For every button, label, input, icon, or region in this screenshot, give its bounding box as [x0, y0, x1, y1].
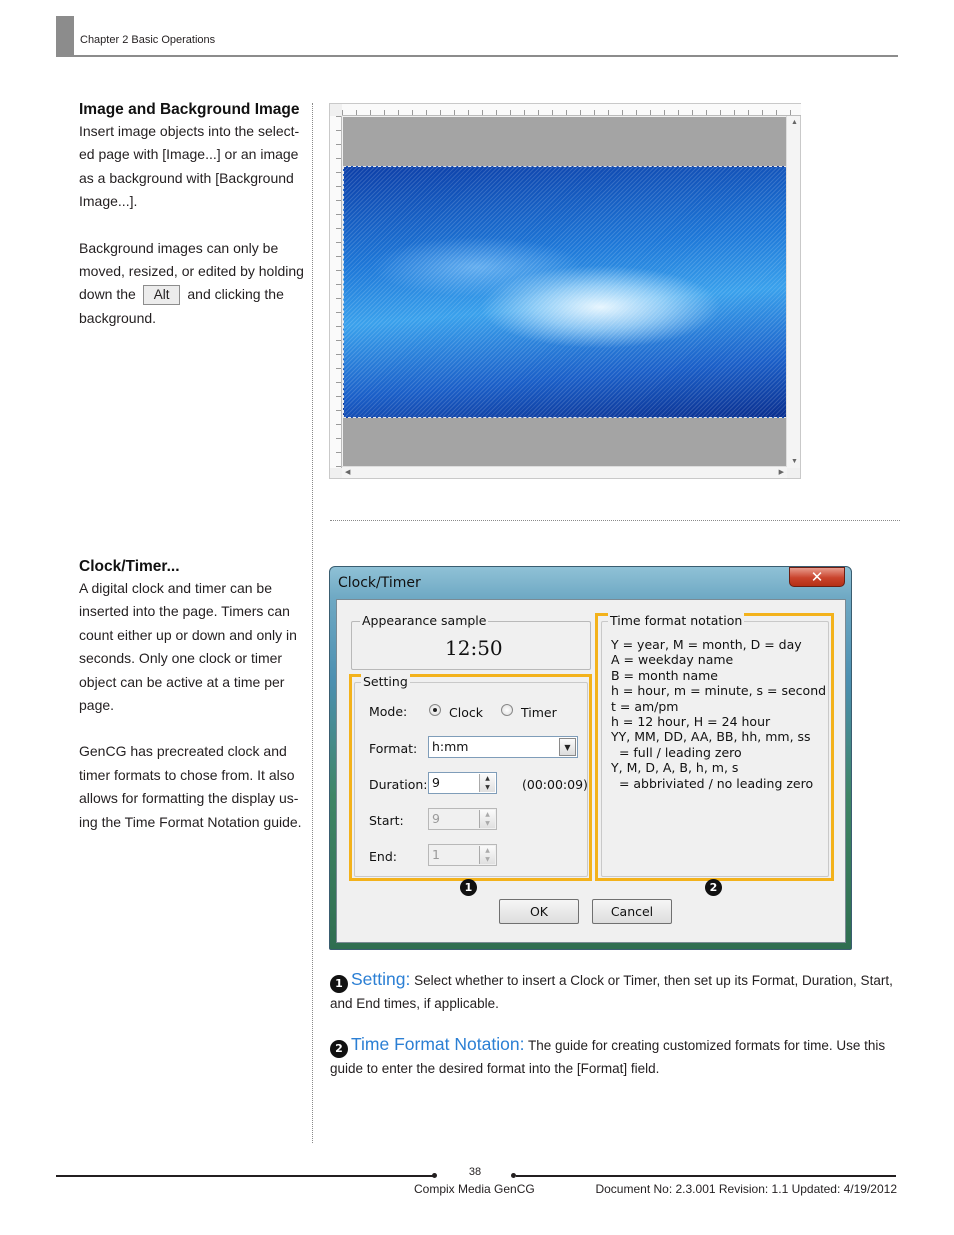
end-stepper — [428, 844, 497, 866]
note-text: Select whether to insert a Clock or Timer, then set up its Format, Duration, Start, and End times, if applicable. — [330, 973, 893, 1011]
footer-rule-right — [516, 1175, 896, 1177]
notation-line: Y = year, M = month, D = day — [611, 637, 802, 652]
notation-line: h = hour, m = minute, s = second — [611, 683, 827, 699]
chapter-header: Chapter 2 Basic Operations — [80, 34, 216, 46]
format-value: h:mm — [432, 739, 469, 754]
footer-product: Compix Media GenCG — [414, 1182, 535, 1196]
section-divider — [330, 520, 900, 521]
header-rule — [56, 55, 898, 57]
clock-section-para2: GenCG has precreated clock and timer formats to chose from. It also allows for formatting the display us-ing the Time Format Notation guide. — [79, 743, 302, 830]
column-divider — [312, 103, 313, 1143]
alt-key: Alt — [143, 285, 181, 305]
duration-stepper[interactable] — [428, 772, 497, 794]
footer-document-info: Document No: 2.3.001 Revision: 1.1 Updated: 4/19/2012 — [595, 1182, 897, 1196]
notation-line: h = 12 hour, H = 24 hour — [611, 714, 771, 730]
notation-line: YY, MM, DD, AA, BB, hh, mm, ss — [611, 729, 811, 745]
duration-value: 9 — [432, 775, 440, 790]
chapter-tab-marker — [56, 16, 74, 56]
clock-radio[interactable] — [429, 704, 441, 716]
start-label: Start: — [369, 813, 404, 828]
note-heading: Setting: — [351, 969, 411, 989]
note-heading: Time Format Notation: — [351, 1034, 525, 1054]
end-value: 1 — [432, 847, 440, 862]
notation-list — [611, 637, 826, 791]
page-number: 38 — [468, 1166, 482, 1178]
note-number-badge: 2 — [330, 1040, 348, 1058]
image-section-para1: Insert image objects into the select-ed page with [Image...] or an image as a background with [Background Image...]. — [79, 123, 300, 210]
background-image — [343, 166, 787, 418]
horizontal-ruler — [342, 104, 801, 116]
image-section-para2 — [79, 237, 307, 331]
para2-before: Background images can only be moved, resized, or edited by holding down the — [79, 239, 304, 303]
callout-badge-2: 2 — [705, 879, 722, 896]
notation-line: = full / leading zero — [611, 744, 742, 760]
notation-line: t = am/pm — [611, 698, 679, 714]
dialog-body — [336, 599, 846, 943]
note-setting — [330, 969, 895, 1014]
appearance-sample-label: Appearance sample — [362, 613, 487, 628]
setting-group — [354, 674, 588, 877]
vertical-ruler — [330, 116, 342, 468]
start-spin-icon: ▲ ▼ — [479, 810, 495, 828]
duration-display: (00:00:09) — [522, 777, 588, 792]
clock-section-title: Clock/Timer... — [79, 558, 180, 575]
end-spin-icon: ▲ ▼ — [479, 846, 495, 864]
scroll-right-arrow-icon: ▶ — [778, 469, 784, 476]
timer-radio-label[interactable]: Timer — [521, 705, 557, 720]
scroll-left-arrow-icon: ◀ — [345, 469, 351, 476]
notation-line: = abbriviated / no leading zero — [611, 775, 814, 791]
clock-timer-dialog — [329, 566, 852, 950]
ok-button[interactable]: OK — [499, 899, 579, 924]
appearance-sample-value: 12:50 — [445, 636, 503, 660]
time-format-notation-group — [601, 613, 829, 877]
end-label: End: — [369, 849, 397, 864]
chevron-down-icon[interactable]: ▼ — [559, 738, 576, 756]
format-label: Format: — [369, 741, 418, 756]
duration-spin-icon[interactable]: ▲ ▼ — [479, 774, 495, 792]
close-icon[interactable]: ✕ — [789, 567, 845, 587]
notation-group-label: Time format notation — [610, 613, 743, 628]
cancel-button[interactable]: Cancel — [592, 899, 672, 924]
page-canvas — [343, 117, 787, 468]
note-text: The guide for creating customized formats for time. Use this guide to enter the desired format into the [Format] field. — [330, 1038, 886, 1076]
image-section-title: Image and Background Image — [79, 101, 300, 118]
clock-section-para1: A digital clock and timer can be inserted into the page. Timers can count either up or down and only in seconds. Only one clock or timer object can be active at a time per page. — [79, 580, 297, 714]
start-value: 9 — [432, 811, 440, 826]
scroll-down-arrow-icon: ▼ — [791, 458, 798, 465]
footer-rule-left — [56, 1175, 434, 1177]
page-editor-screenshot — [329, 103, 801, 479]
mode-label: Mode: — [369, 704, 408, 719]
note-time-format-notation — [330, 1034, 895, 1079]
scroll-up-arrow-icon: ▲ — [791, 119, 798, 126]
dialog-title: Clock/Timer — [338, 575, 421, 591]
appearance-sample-group — [351, 613, 591, 670]
duration-label: Duration: — [369, 777, 428, 792]
footer-dot-left — [432, 1173, 437, 1178]
notation-line: Y, M, D, A, B, h, m, s — [611, 760, 739, 776]
format-select[interactable] — [428, 736, 578, 758]
clock-section — [79, 557, 307, 857]
setting-group-label: Setting — [363, 674, 408, 689]
timer-radio[interactable] — [501, 704, 513, 716]
notation-line: B = month name — [611, 667, 718, 683]
vertical-scrollbar — [786, 116, 800, 468]
clock-radio-label[interactable]: Clock — [449, 705, 483, 720]
note-number-badge: 1 — [330, 975, 348, 993]
image-section — [79, 100, 307, 353]
start-stepper — [428, 808, 497, 830]
horizontal-scrollbar — [342, 466, 787, 478]
notation-line: A = weekday name — [611, 652, 734, 668]
callout-badge-1: 1 — [460, 879, 477, 896]
para2-after: and clicking the background. — [79, 286, 284, 326]
